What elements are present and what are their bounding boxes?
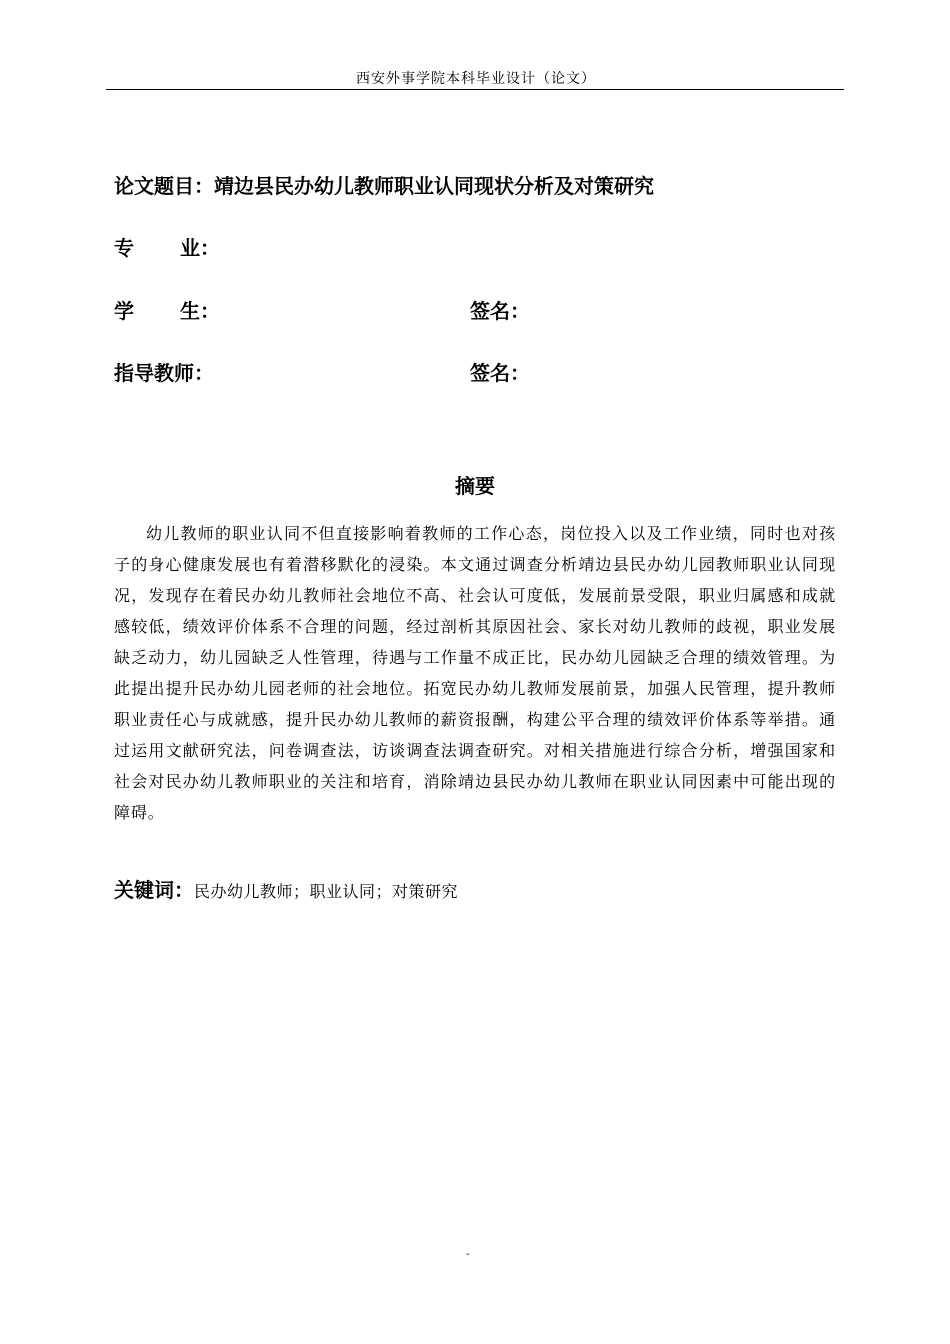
advisor-signature-label: 签名： [470,361,530,385]
student-line [114,297,220,325]
thesis-title: 靖边县民办幼儿教师职业认同现状分析及对策研究 [214,174,654,198]
major-line [114,234,220,262]
keywords-line [114,876,458,906]
abstract-heading: 摘要 [455,474,495,498]
thesis-title-line [114,172,654,200]
thesis-title-label: 论文题目： [114,174,214,198]
student-signature-label: 签名： [470,299,530,323]
keywords-label: 关键词： [114,878,194,902]
student-label-second-part: 生： [180,299,220,323]
running-header: 西安外事学院本科毕业设计（论文） [356,71,596,87]
major-label-first-char: 专 [114,236,134,260]
keywords-text: 民办幼儿教师；职业认同；对策研究 [194,882,459,901]
header-rule [106,89,844,90]
abstract-body: 幼儿教师的职业认同不但直接影响着教师的工作心态，岗位投入以及工作业绩，同时也对孩子的身心健康发展也有着潜移默化的浸染。本文通过调查分析靖边县民办幼儿园教师职业认同现况，发现存在着民办幼儿教师社会地位不高、社会认可度低，发展前景受限，职业归属感和成就感较低，绩效评价体系不合理的问题，经过剖析其原因社会、家长对幼儿教师的歧视，职业发展缺乏动力，幼儿园缺乏人性管理，待遇与工作量不成正比，民办幼儿园缺乏合理的绩效管理。为此提出提升民办幼儿园老师的社会地位。拓宽民办幼儿教师发展前景，加强人民管理，提升教师职业责任心与成就感，提升民办幼儿教师的薪资报酬，构建公平合理的绩效评价体系等举措。通过运用文献研究法，问卷调查法，访谈调查法调查研究。对相关措施进行综合分析，增强国家和社会对民办幼儿教师职业的关注和培育，消除靖边县民办幼儿教师在职业认同因素中可能出现的障碍。 [114,524,836,822]
major-label-second-part: 业： [180,236,220,260]
advisor-label: 指导教师： [114,361,214,385]
advisor-line [114,359,214,387]
page-number-mark: - [466,1249,470,1260]
student-label-first-char: 学 [114,299,134,323]
